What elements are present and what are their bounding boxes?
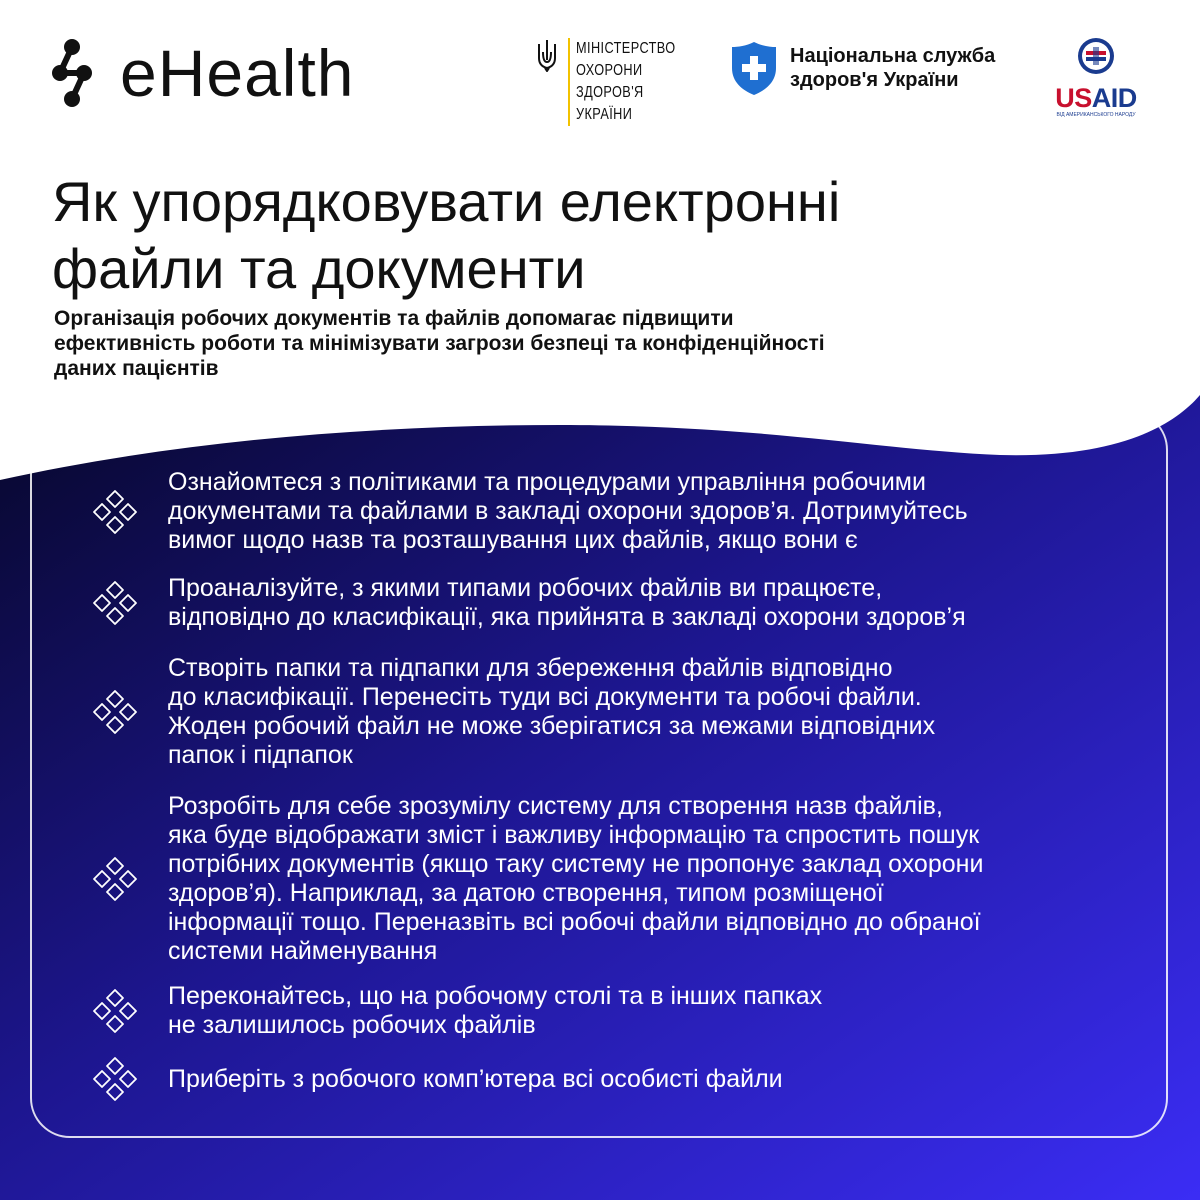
ministry-logo[interactable] (536, 38, 697, 126)
ministry-line: МІНІСТЕРСТВО (576, 40, 676, 57)
page-title (52, 168, 1052, 302)
shield-cross-icon (730, 40, 778, 96)
ehealth-mark-icon (50, 38, 94, 108)
title-line: файли та документи (52, 237, 586, 300)
trident-icon (536, 38, 558, 72)
header (0, 0, 1200, 150)
nszu-logo[interactable] (730, 40, 995, 96)
tip-text: Проаналізуйте, з якими типами робочих файлів ви працюєте, відповідно до класифікації, яка прийнята в закладі охорони здоров’я (168, 574, 966, 631)
usaid-wordmark: USAID (1055, 83, 1137, 113)
ehealth-logo[interactable] (50, 38, 355, 108)
page-subtitle (54, 306, 1054, 381)
nszu-line: Національна служба (790, 45, 996, 67)
nszu-line: здоров'я України (790, 69, 959, 91)
subtitle-line: даних пацієнтів (54, 357, 219, 380)
diamond-cluster-icon (88, 852, 142, 906)
nszu-name (790, 44, 995, 92)
usaid-logo[interactable] (1045, 36, 1147, 119)
diamond-cluster-icon (88, 685, 142, 739)
tip-text: Приберіть з робочого комп’ютера всі особисті файли (168, 1064, 783, 1093)
tip-item (88, 654, 1148, 770)
tip-item (88, 468, 1148, 555)
tip-item (88, 1052, 1148, 1106)
tip-item (88, 982, 1148, 1040)
usaid-seal-icon (1076, 36, 1116, 76)
tip-item (88, 792, 1148, 966)
ministry-line: ОХОРОНИ (576, 62, 643, 79)
tip-text: Ознайомтеся з політиками та процедурами управління робочими документами та файлами в закладі охорони здоров’я. Дотримуйтесь вимог щодо назв та розташування цих файлів, якщо вони є (168, 468, 968, 554)
usaid-tagline: ВІД АМЕРИКАНСЬКОГО НАРОДУ (1056, 112, 1136, 118)
tip-text: Переконайтесь, що на робочому столі та в інших папках не залишилось робочих файлів (168, 982, 823, 1039)
diamond-cluster-icon (88, 984, 142, 1038)
ministry-yellow-bar (568, 38, 570, 126)
ministry-line: УКРАЇНИ (576, 106, 633, 123)
diamond-cluster-icon (88, 485, 142, 539)
tip-item (88, 574, 1148, 632)
ehealth-wordmark: eHealth (120, 36, 355, 110)
ministry-line: ЗДОРОВ'Я (576, 84, 644, 101)
diamond-cluster-icon (88, 1052, 142, 1106)
diamond-cluster-icon (88, 576, 142, 630)
tip-text: Розробіть для себе зрозумілу систему для створення назв файлів, яка буде відображати зміст і важливу інформацію та спростить пошук потрібних документів (якщо таку систему не пропонує заклад охорони здоров’я). Наприклад, за датою створення, типом розміщеної інформації тощо. Переназвіть всі робочі файли відповідно до обраної системи найменування (168, 792, 984, 965)
title-line: Як упорядковувати електронні (52, 170, 841, 233)
ministry-name (576, 38, 676, 126)
subtitle-line: Організація робочих документів та файлів допомагає підвищити (54, 307, 734, 330)
subtitle-line: ефективність роботи та мінімізувати загрози безпеці та конфіденційності (54, 332, 825, 355)
tip-text: Створіть папки та підпапки для збереження файлів відповідно до класифікації. Перенесіть туди всі документи та робочі файли. Жоден робочий файл не може зберігатися за межами відповідних папок і підпапок (168, 654, 936, 769)
